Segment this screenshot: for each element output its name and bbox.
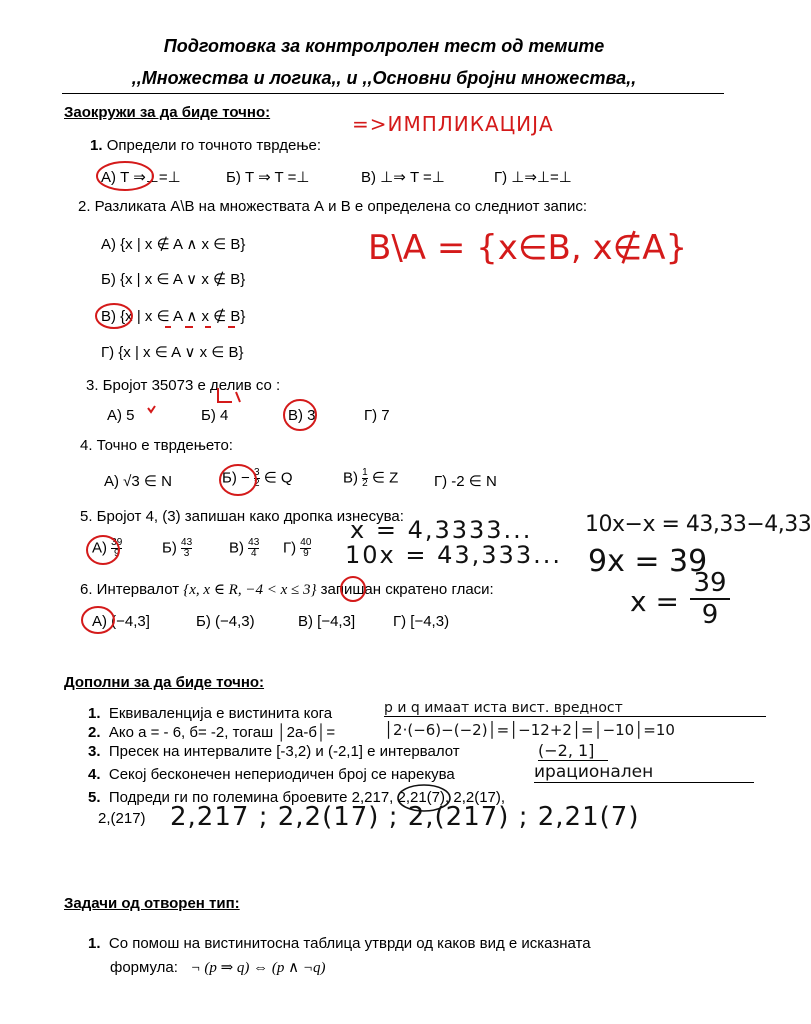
- q5-option-a[interactable]: А) $\frac{39}{9}$: [92, 537, 123, 559]
- q6-option-g[interactable]: Г) [−4,3): [393, 613, 450, 630]
- fill-answer-5[interactable]: 2,217 ; 2,2(17) ; 2,(217) ; 2,21(7): [170, 802, 640, 832]
- q4-option-g[interactable]: Г) -2 ∈ N: [434, 473, 497, 490]
- q6-option-v[interactable]: В) [−4,3]: [298, 613, 356, 630]
- q5-frac-a: $\frac{39}{9}$: [111, 537, 123, 559]
- section-heading-open: Задачи од отворен тип:: [64, 895, 240, 912]
- fill-answer-1[interactable]: р и q имаат иста вист. вредност: [384, 700, 766, 717]
- question-5: 5. Бројот 4, (3) запишан како дропка изнесува:: [80, 508, 404, 525]
- q4-frac-v: $\frac{1}{2}$: [362, 467, 368, 489]
- question-3: 3. Бројот 35073 е делив со :: [86, 377, 281, 394]
- fill-item-3: 3. Пресек на интервалите [-3,2) и (-2,1] е интервалот: [88, 743, 460, 760]
- q3-option-v[interactable]: В) 3: [288, 407, 316, 424]
- q3-option-a[interactable]: А) 5: [107, 407, 135, 424]
- handwritten-10x-minus-x: 10x−x = 43,33−4,33: [585, 512, 811, 537]
- q5-option-v[interactable]: В) $\frac{43}{4}$: [229, 537, 260, 559]
- q5-frac-b: $\frac{43}{3}$: [181, 537, 193, 559]
- q1-option-b[interactable]: Б) T ⇒ T =⊥: [226, 169, 310, 186]
- fill-answer-2[interactable]: │2·(−6)−(−2)│=│−12+2│=│−10│=10: [384, 721, 675, 739]
- fill-item-5-line2: 2,(217): [98, 810, 146, 827]
- section-heading-fill: Дополни за да биде точно:: [64, 674, 265, 691]
- q1-option-v[interactable]: В) ⊥⇒ T =⊥: [361, 169, 445, 186]
- handwritten-x-equals: x = 4,3333...: [350, 516, 533, 544]
- q6-option-a[interactable]: А) (−4,3]: [92, 613, 150, 630]
- fill-answer-3[interactable]: (−2, 1]: [538, 741, 608, 761]
- q3-option-b[interactable]: Б) 4: [201, 407, 229, 424]
- q6-option-b[interactable]: Б) (−4,3): [196, 613, 255, 630]
- q5-frac-g: $\frac{40}{9}$: [300, 537, 312, 559]
- fill-answer-4[interactable]: ирационален: [534, 762, 754, 783]
- open-task-1-line2: формула: ¬ (p ⇒ q) ⇔ (p ∧ ¬q): [110, 959, 326, 976]
- q4-frac-b: $\frac{3}{2}$: [253, 467, 260, 489]
- handwritten-9x-equals: 9x = 39: [588, 544, 708, 579]
- question-2: 2. Разликата A\B на множествата А и В е определена со следниот запис:: [78, 198, 587, 215]
- tick-q3-a: [148, 406, 155, 412]
- q2-option-g[interactable]: Г) {x | x ∈ A ∨ x ∈ B}: [101, 344, 244, 361]
- q5-option-g[interactable]: Г) $\frac{40}{9}$: [283, 537, 312, 559]
- fill-item-5: 5. Подреди ги по големина броевите 2,217, 2,21(7), 2,2(17),: [88, 789, 506, 806]
- q4-option-v[interactable]: В) $\frac{1}{2}$ ∈ Z: [343, 467, 399, 489]
- title-line-1: Подготовка за контролролен тест од темите: [163, 36, 605, 56]
- q4-option-b[interactable]: Б) − $\frac{3}{2}$ ∈ Q: [222, 467, 293, 489]
- handwritten-implication-note: =>ИМПЛИКАЦИЈА: [352, 112, 554, 136]
- q1-option-a[interactable]: А) T ⇒⊥=⊥: [101, 169, 181, 186]
- fill-item-4: 4. Секој бесконечен непериодичен број се нарекува: [88, 766, 455, 783]
- fill-item-2: 2. Ако а = - 6, б= -2, тогаш │2а-б│=: [88, 724, 336, 741]
- q2-option-a[interactable]: А) {x | x ∉ A ∧ x ∈ B}: [101, 236, 246, 253]
- q5-option-b[interactable]: Б) $\frac{43}{3}$: [162, 537, 193, 559]
- question-4: 4. Точно е тврдењето:: [80, 437, 233, 454]
- q2-option-b[interactable]: Б) {x | x ∈ A ∨ x ∉ B}: [101, 271, 246, 288]
- question-6: 6. Интервалот {x, x ∈ R, −4 < x ≤ 3} запишан скратено гласи:: [80, 581, 494, 598]
- handwritten-x-fraction: 39 9: [690, 570, 730, 628]
- q3-option-g[interactable]: Г) 7: [364, 407, 390, 424]
- fill-item-1: 1. Еквиваленција е вистинита кога: [88, 705, 333, 722]
- handwritten-set-difference: B\A = {x∈B, x∉A}: [368, 228, 688, 268]
- q5-frac-v: $\frac{43}{4}$: [248, 537, 260, 559]
- section-heading-circle: Заокружи за да биде точно:: [64, 104, 271, 121]
- open-task-1: 1. Со помош на вистинитосна таблица утврди од каков вид е исказната: [88, 935, 591, 952]
- title-rule: [62, 93, 724, 94]
- q1-option-g[interactable]: Г) ⊥⇒⊥=⊥: [494, 169, 572, 186]
- title-line-2: ,,Множества и логика,, и ,,Основни бројни множества,,: [131, 68, 637, 88]
- q2-option-v[interactable]: В) {x | x ∈ A ∧ x ∉ B}: [101, 308, 246, 325]
- question-1: 1. Определи го точното тврдење:: [90, 137, 322, 154]
- q4-option-a[interactable]: А) √3 ∈ N: [104, 473, 172, 490]
- handwritten-10x-equals: 10x = 43,333...: [345, 541, 562, 569]
- handwritten-x-result: x =: [630, 585, 679, 618]
